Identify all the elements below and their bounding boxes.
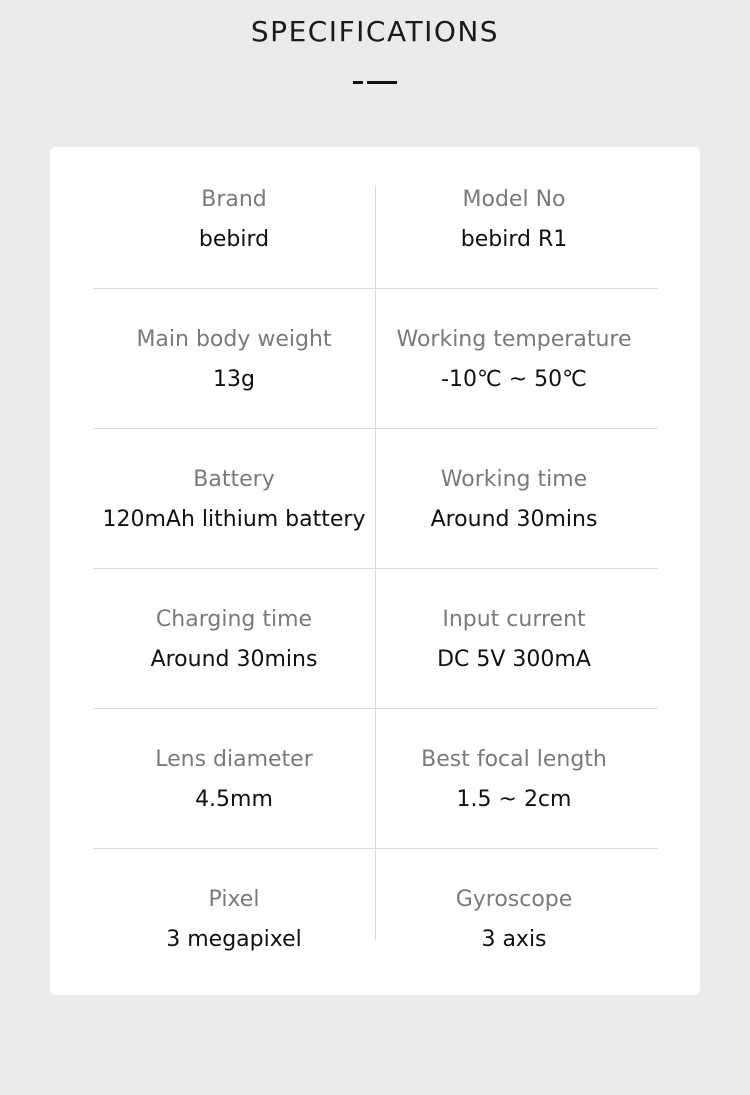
spec-label: Best focal length bbox=[421, 747, 607, 772]
spec-value: 3 megapixel bbox=[166, 927, 302, 952]
spec-pixel bbox=[84, 886, 384, 954]
spec-label: Gyroscope bbox=[455, 887, 573, 912]
column-divider bbox=[375, 185, 376, 940]
spec-best-focal-length bbox=[364, 746, 664, 814]
spec-model-no bbox=[364, 186, 664, 254]
spec-value: -10℃ ~ 50℃ bbox=[441, 367, 587, 392]
row-divider bbox=[93, 288, 658, 289]
spec-value: bebird R1 bbox=[460, 227, 568, 252]
spec-label: Brand bbox=[201, 187, 267, 212]
title-underline-short bbox=[353, 81, 363, 84]
spec-value: 4.5mm bbox=[195, 787, 273, 812]
title-underline-long bbox=[367, 81, 397, 84]
spec-label: Working time bbox=[440, 467, 588, 492]
spec-label: Input current bbox=[442, 607, 586, 632]
spec-label: Working temperature bbox=[396, 327, 632, 352]
spec-label: Model No bbox=[462, 187, 566, 212]
spec-working-time bbox=[364, 466, 664, 534]
specifications-card bbox=[50, 147, 700, 995]
spec-brand bbox=[84, 186, 384, 254]
spec-label: Pixel bbox=[208, 887, 260, 912]
page-title: SPECIFICATIONS bbox=[250, 15, 500, 48]
spec-value: DC 5V 300mA bbox=[437, 647, 591, 672]
row-divider bbox=[93, 428, 658, 429]
row-divider bbox=[93, 708, 658, 709]
row-divider bbox=[93, 848, 658, 849]
spec-label: Battery bbox=[193, 467, 275, 492]
row-divider bbox=[93, 568, 658, 569]
spec-value: Around 30mins bbox=[430, 507, 598, 532]
spec-lens-diameter bbox=[84, 746, 384, 814]
spec-main-body-weight bbox=[84, 326, 384, 394]
spec-gyroscope bbox=[364, 886, 664, 954]
title-underline-decoration bbox=[353, 81, 397, 85]
spec-value: 13g bbox=[213, 367, 255, 392]
spec-label: Main body weight bbox=[136, 327, 332, 352]
spec-value: 120mAh lithium battery bbox=[102, 507, 366, 532]
spec-value: 1.5 ~ 2cm bbox=[456, 787, 572, 812]
spec-input-current bbox=[364, 606, 664, 674]
spec-label: Lens diameter bbox=[155, 747, 313, 772]
spec-charging-time bbox=[84, 606, 384, 674]
spec-working-temperature bbox=[364, 326, 664, 394]
spec-value: 3 axis bbox=[481, 927, 547, 952]
spec-value: Around 30mins bbox=[150, 647, 318, 672]
spec-value: bebird bbox=[198, 227, 270, 252]
spec-battery bbox=[84, 466, 384, 534]
spec-label: Charging time bbox=[155, 607, 313, 632]
